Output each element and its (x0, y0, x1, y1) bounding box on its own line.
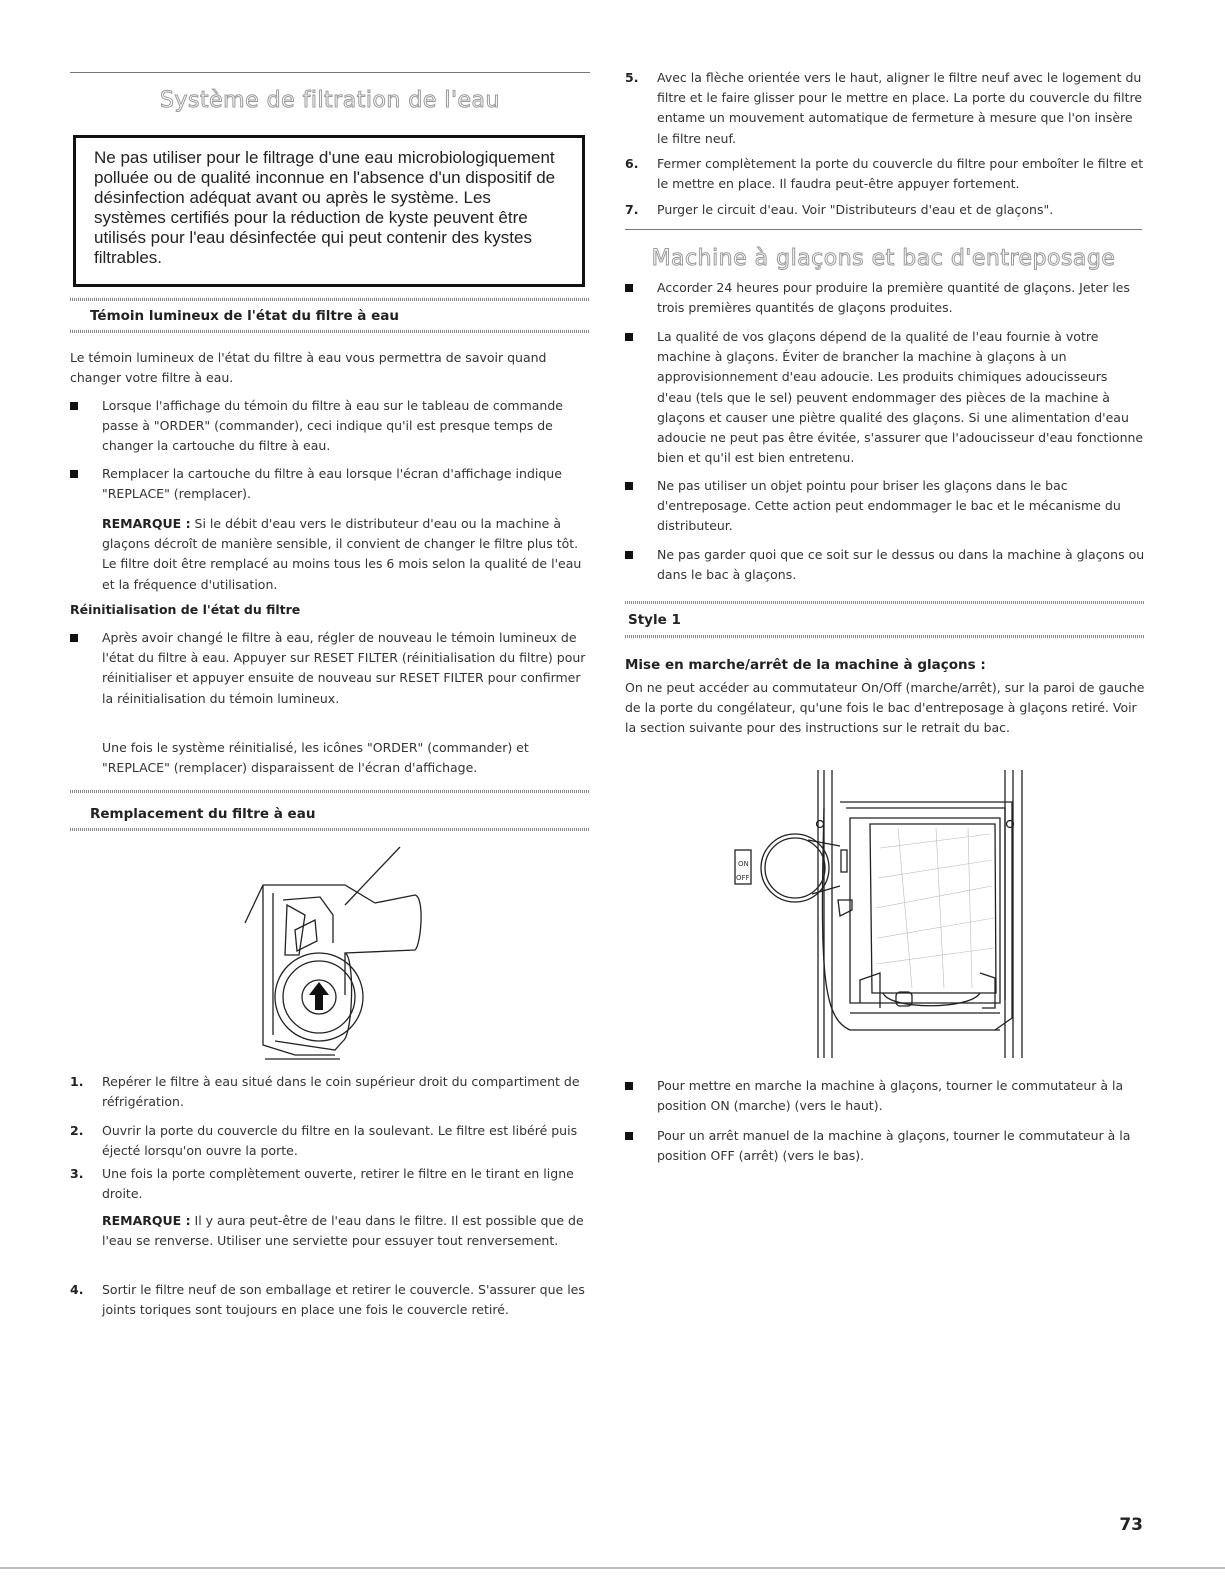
list-item (625, 200, 1145, 222)
section-title-water-filtration: Système de filtration de l'eau (160, 88, 500, 113)
switch-off-label: OFF (736, 874, 750, 882)
step-number: 2. (70, 1123, 84, 1138)
heading-on-off: Mise en marche/arrêt de la machine à glaçons : (625, 657, 986, 673)
step-text: Purger le circuit d'eau. Voir "Distributeurs d'eau et de glaçons". (657, 202, 1054, 217)
bullet-text: Remplacer la cartouche du filtre à eau lorsque l'écran d'affichage indique "REPLACE" (remplacer). (102, 466, 562, 502)
divider-band (625, 635, 1145, 638)
bullet-text: Ne pas utiliser un objet pointu pour briser les glaçons dans le bac d'entreposage. Cette action peut endommager le bac et le mécanisme du distributeur. (657, 478, 1121, 534)
step-number: 5. (625, 70, 639, 85)
warning-box (73, 135, 585, 287)
list-item (70, 1121, 590, 1163)
step-number: 1. (70, 1074, 84, 1089)
footer-line (0, 1567, 1225, 1569)
bullet-text: Pour mettre en marche la machine à glaçons, tourner le commutateur à la position ON (marche) (vers le haut). (657, 1078, 1124, 1114)
list-item (70, 1280, 590, 1342)
step-text: Sortir le filtre neuf de son emballage et retirer le couvercle. S'assurer que les joints toriques sont toujours en place une fois le couvercle retiré. (102, 1282, 585, 1318)
step-text: Fermer complètement la porte du couvercle du filtre pour emboîter le filtre et le mettre en place. Il faudra peut-être appuyer fortement. (657, 156, 1144, 192)
on-off-text: On ne peut accéder au commutateur On/Off (marche/arrêt), sur la paroi de gauche de la porte du congélateur, qu'une fois le bac d'entreposage à glaçons retiré. Voir la section suivante pour des instructions sur le retrait du bac. (625, 680, 1145, 736)
divider-band (625, 601, 1145, 604)
divider-band (70, 828, 590, 831)
bullet-square-icon (625, 551, 633, 559)
list-item (625, 1076, 1145, 1118)
list-item (625, 327, 1145, 469)
bullet-square-icon (625, 1082, 633, 1090)
note-label: REMARQUE : (102, 1213, 191, 1228)
switch-on-label: ON (738, 860, 749, 868)
list-item (625, 476, 1145, 538)
list-item (625, 1126, 1145, 1168)
step-text: Ouvrir la porte du couvercle du filtre en la soulevant. Le filtre est libéré puis éjecté lorsqu'on ouvre la porte. (102, 1123, 578, 1159)
bullet-text: Accorder 24 heures pour produire la première quantité de glaçons. Jeter les trois premières quantités de glaçons produites. (657, 280, 1130, 316)
bullet-square-icon (625, 1132, 633, 1140)
divider-band (70, 790, 590, 793)
step-number: 4. (70, 1282, 84, 1297)
step-number: 7. (625, 202, 639, 217)
step-text: Avec la flèche orientée vers le haut, aligner le filtre neuf avec le logement du filtre et le faire glisser pour le mettre en place. La porte du couvercle du filtre entame un mouvement automatique de fermeture à mesure que l'on insère le filtre neuf. (657, 70, 1143, 146)
heading-replacement: Remplacement du filtre à eau (90, 806, 316, 822)
bullet-square-icon (70, 634, 78, 642)
step-number: 3. (70, 1166, 84, 1181)
bullet-text: Après avoir changé le filtre à eau, régler de nouveau le témoin lumineux de l'état du filtre à eau. Appuyer sur RESET FILTER (réinitialisation du filtre) pour réinitialiser et appuyer ensuite de nouveau sur RESET FILTER pour confirmer la réinitialisation du témoin lumineux. (102, 630, 586, 706)
bullet-square-icon (70, 402, 78, 410)
list-item (70, 464, 590, 506)
list-item (625, 68, 1145, 150)
list-item (625, 545, 1145, 587)
warning-text: Ne pas utiliser pour le filtrage d'une eau microbiologiquement polluée ou de qualité inconnue en l'absence d'un dispositif de désinfection adéquat avant ou après le système. Les systèmes certifiés pour la réduction de kyste peuvent être utilisés pour l'eau désinfectée qui peut contenir des kystes filtrables. (94, 148, 556, 267)
note-text: Il y aura peut-être de l'eau dans le filtre. Il est possible que de l'eau se renverse. Utiliser une serviette pour essuyer tout renversement. (102, 1213, 584, 1249)
heading-reset: Réinitialisation de l'état du filtre (70, 602, 301, 617)
heading-style-1: Style 1 (628, 612, 681, 628)
bullet-text: Ne pas garder quoi que ce soit sur le dessus ou dans la machine à glaçons ou dans le bac à glaçons. (657, 547, 1145, 583)
bullet-square-icon (625, 284, 633, 292)
list-item (625, 154, 1145, 196)
note-text: Si le débit d'eau vers le distributeur d'eau ou la machine à glaçons décroît de manière sensible, il convient de changer le filtre plus tôt. Le filtre doit être remplacé au moins tous les 6 mois selon la qualité de l'eau et la fréquence d'utilisation. (102, 516, 582, 592)
reset-followup: Une fois le système réinitialisé, les icônes "ORDER" (commander) et "REPLACE" (remplacer) disparaissent de l'écran d'affichage. (102, 740, 529, 776)
section-title-ice-maker: Machine à glaçons et bac d'entreposage (651, 246, 1116, 271)
bullet-text: Pour un arrêt manuel de la machine à glaçons, tourner le commutateur à la position OFF (arrêt) (vers le bas). (657, 1128, 1131, 1164)
indicator-note (102, 514, 588, 595)
bullet-square-icon (625, 333, 633, 341)
list-item (70, 1164, 590, 1206)
note-label: REMARQUE : (102, 516, 191, 531)
list-item (70, 1072, 590, 1114)
filter-illustration (225, 845, 435, 1070)
step-text: Une fois la porte complètement ouverte, retirer le filtre en le tirant en ligne droite. (102, 1166, 574, 1202)
list-item (70, 628, 590, 730)
right-section-rule (625, 229, 1142, 230)
ice-maker-illustration (700, 768, 1040, 1060)
bullet-square-icon (70, 470, 78, 478)
divider-band (70, 330, 590, 333)
bullet-text: La qualité de vos glaçons dépend de la qualité de l'eau fournie à votre machine à glaçons. Éviter de brancher la machine à glaçons à un approvisionnement d'eau adoucie. Les produits chimiques adoucisseurs d'eau (tels que le sel) peuvent endommager des pièces de la machine à glaçons et causer une piètre qualité des glaçons. Si une alimentation d'eau adoucie ne peut pas être évitée, s'assurer que l'adoucisseur d'eau fonctionne bien et qu'il est bien entretenu. (657, 329, 1144, 466)
indicator-intro: Le témoin lumineux de l'état du filtre à eau vous permettra de savoir quand changer votre filtre à eau. (70, 350, 547, 386)
list-item (70, 396, 590, 458)
left-top-rule (70, 72, 590, 73)
step-text: Repérer le filtre à eau situé dans le coin supérieur droit du compartiment de réfrigération. (102, 1074, 580, 1110)
step-number: 6. (625, 156, 639, 171)
list-item (625, 278, 1145, 320)
divider-band (70, 298, 590, 301)
replacement-note (102, 1211, 588, 1251)
heading-filter-indicator: Témoin lumineux de l'état du filtre à eau (90, 308, 399, 324)
bullet-text: Lorsque l'affichage du témoin du filtre à eau sur le tableau de commande passe à "ORDER" (commander), ceci indique qu'il est presque temps de changer la cartouche du filtre à eau. (102, 398, 563, 454)
bullet-square-icon (625, 482, 633, 490)
page-number: 73 (1119, 1515, 1143, 1535)
